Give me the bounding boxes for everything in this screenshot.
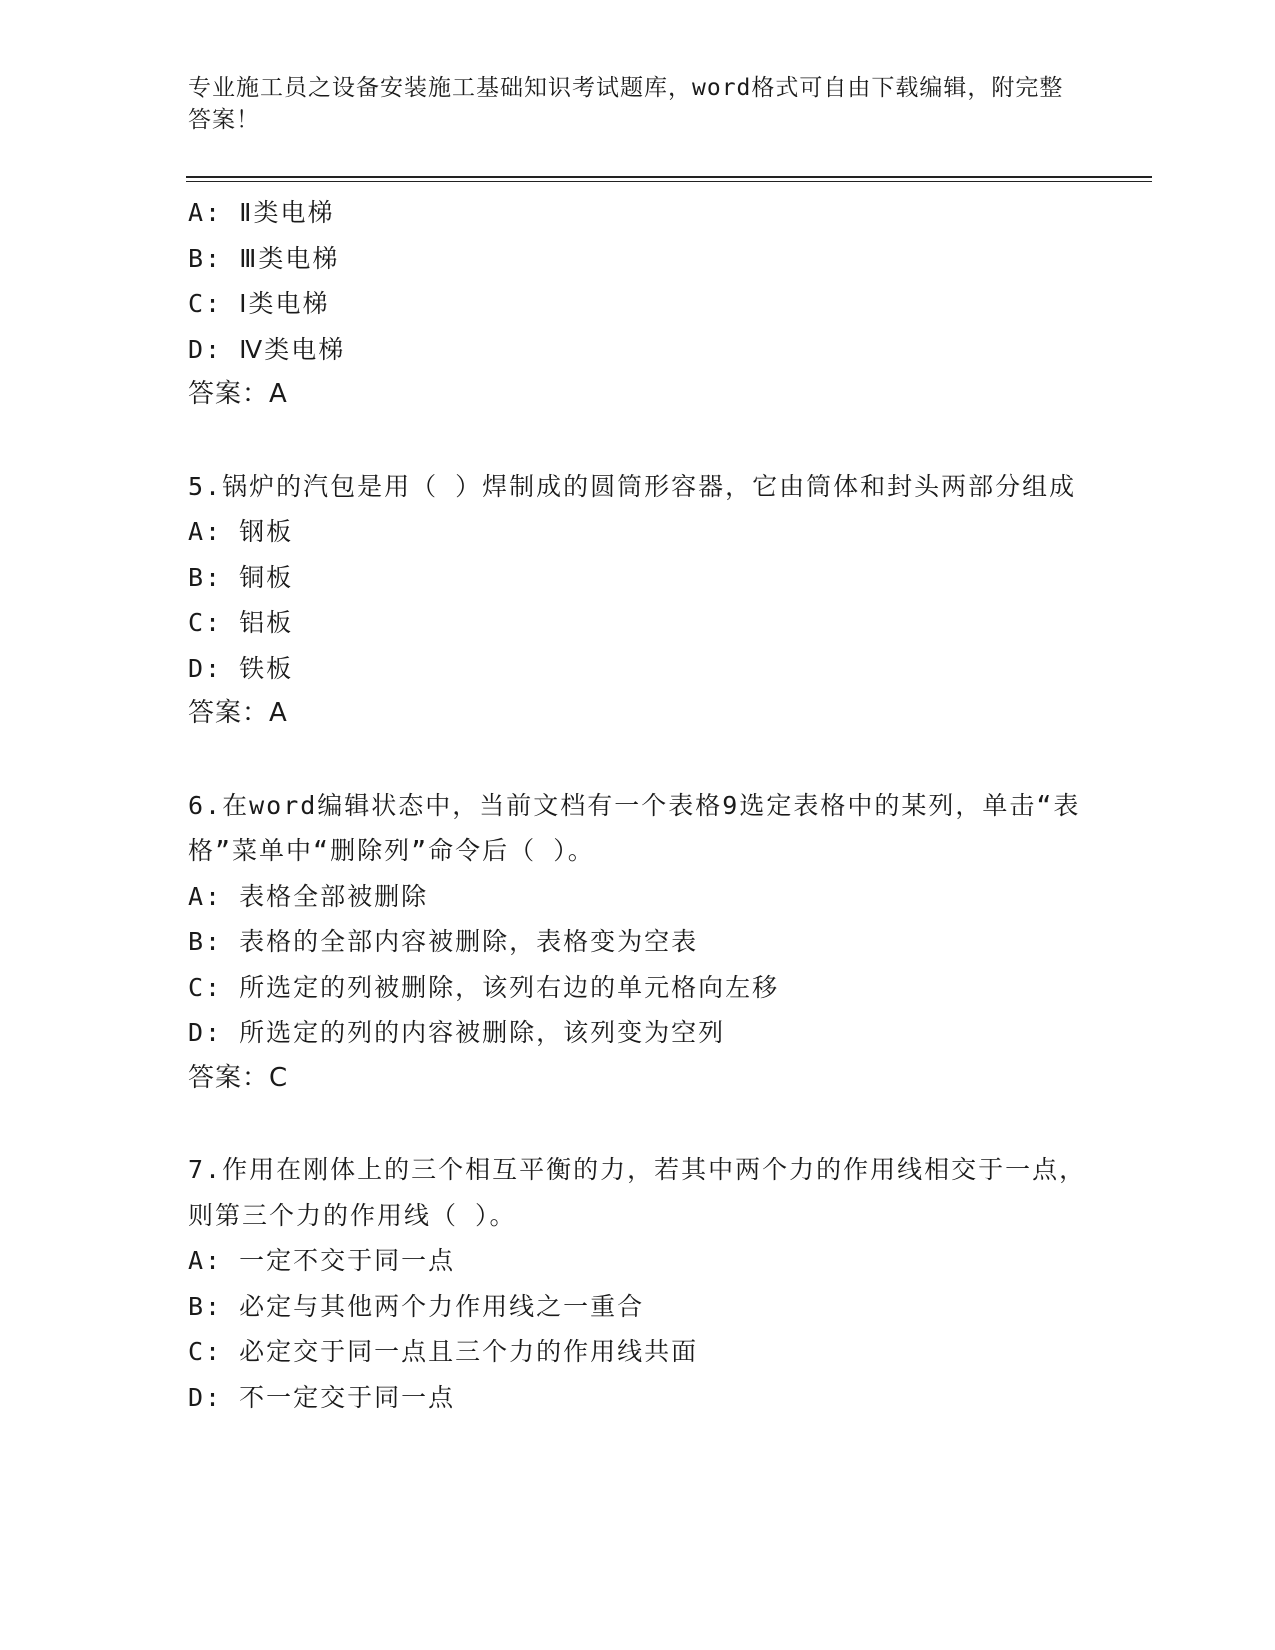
option-d: D: Ⅳ类电梯 bbox=[188, 334, 346, 364]
option-d: D: 不一定交于同一点 bbox=[188, 1382, 456, 1412]
option-d: D: 所选定的列的内容被删除，该列变为空列 bbox=[188, 1018, 726, 1047]
option-b: B: 表格的全部内容被删除，表格变为空表 bbox=[188, 927, 699, 956]
question-text: 7.作用在刚体上的三个相互平衡的力，若其中两个力的作用线相交于一点，则第三个力的作用线（ ）。 bbox=[188, 1155, 1087, 1230]
question-block-5 bbox=[188, 464, 1088, 737]
document-header: 专业施工员之设备安装施工基础知识考试题库，word格式可自由下载编辑，附完整答案！ bbox=[188, 75, 1064, 133]
answer-line: 答案：A bbox=[188, 379, 288, 409]
header-divider bbox=[186, 176, 1152, 178]
option-c: C: Ⅰ类电梯 bbox=[188, 289, 330, 318]
spacer bbox=[188, 737, 1088, 783]
option-c: C: 铝板 bbox=[188, 608, 294, 637]
option-b: B: Ⅲ类电梯 bbox=[188, 243, 340, 273]
option-c: C: 必定交于同一点且三个力的作用线共面 bbox=[188, 1337, 699, 1366]
option-a: A: 表格全部被删除 bbox=[188, 881, 429, 911]
question-list bbox=[188, 190, 1088, 1420]
option-b: B: 铜板 bbox=[188, 562, 294, 592]
spacer bbox=[188, 418, 1088, 464]
option-b: B: 必定与其他两个力作用线之一重合 bbox=[188, 1291, 645, 1321]
answer-line: 答案：C bbox=[188, 1062, 289, 1093]
question-block-6 bbox=[188, 783, 1088, 1102]
option-a: A: 钢板 bbox=[188, 517, 294, 546]
option-a: A: Ⅱ类电梯 bbox=[188, 198, 335, 227]
spacer bbox=[188, 1101, 1088, 1147]
option-c: C: 所选定的列被删除，该列右边的单元格向左移 bbox=[188, 972, 780, 1002]
question-block-4 bbox=[188, 190, 1088, 418]
answer-line: 答案：A bbox=[188, 698, 288, 728]
question-block-7 bbox=[188, 1147, 1088, 1420]
question-text: 6.在word编辑状态中，当前文档有一个表格9选定表格中的某列，单击“表格”菜单中“删除列”命令后（ ）。 bbox=[188, 790, 1081, 865]
question-text: 5.锅炉的汽包是用（ ）焊制成的圆筒形容器，它由筒体和封头两部分组成 bbox=[188, 471, 1077, 501]
option-a: A: 一定不交于同一点 bbox=[188, 1246, 456, 1275]
header-divider-thin bbox=[186, 181, 1152, 182]
option-d: D: 铁板 bbox=[188, 653, 294, 683]
